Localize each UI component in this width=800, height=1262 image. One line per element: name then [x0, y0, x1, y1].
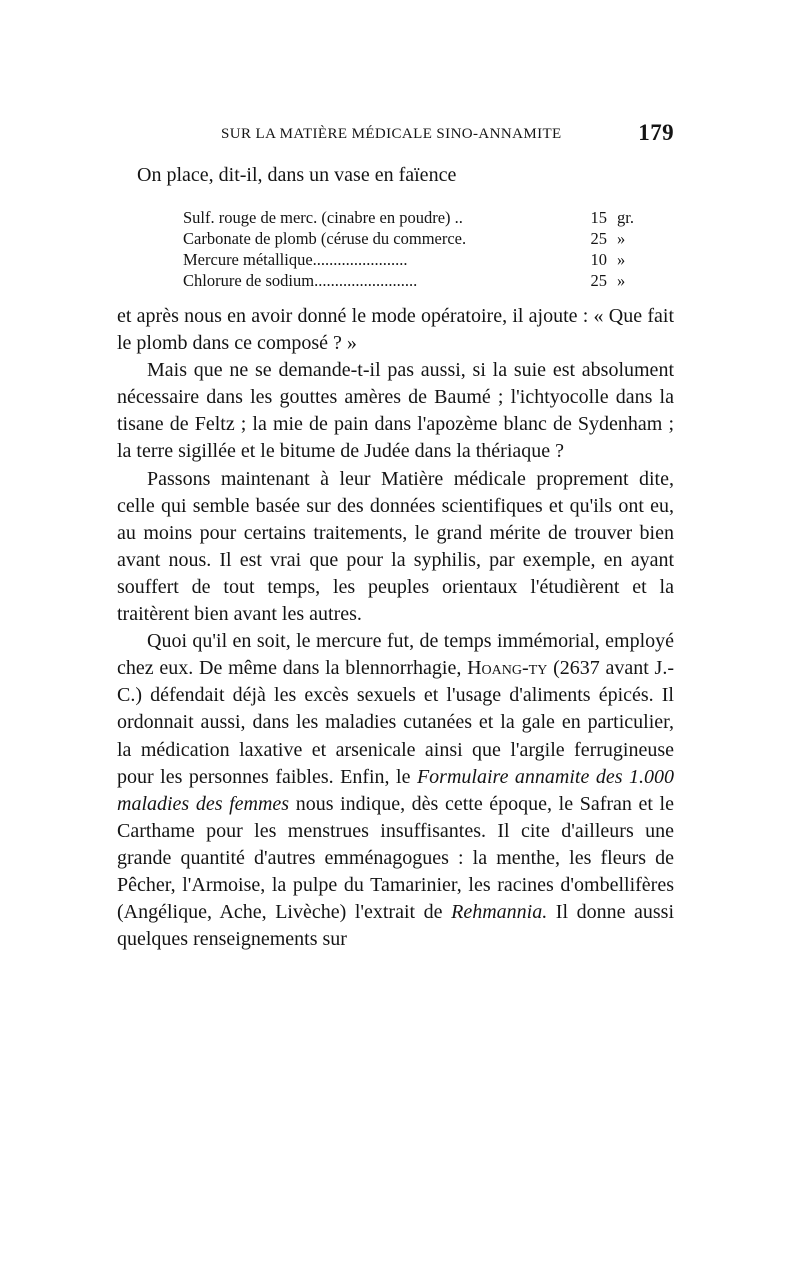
recipe-ingredient: Sulf. rouge de merc. (cinabre en poudre) ..	[183, 208, 463, 227]
recipe-ingredient: Mercure métallique.......................	[183, 250, 408, 269]
recipe-row	[183, 207, 645, 228]
recipe-amount: 25	[590, 271, 607, 290]
recipe-amount: 25	[590, 229, 607, 248]
paragraph-text: nous indique, dès cette époque, le Safran et le Carthame pour les menstrues insuffisantes. Il cite d'ailleurs une grande quantité d'autres emménagogues : la menthe, les fleurs de Pêcher, l'Armoise, la pulpe du Tamarinier, les racines d'ombellifères (Angélique, Ache, Livèche) l'extrait de	[117, 792, 674, 924]
paragraph-text: Quoi qu'il en soit, le mercure fut, de temps immémorial, employé chez eux. De même dans la blennorrhagie,	[117, 630, 674, 680]
recipe-unit: »	[617, 229, 626, 248]
recipe-row	[183, 249, 645, 270]
recipe-table	[183, 207, 645, 291]
recipe-row	[183, 228, 645, 249]
author-name: Hoang-ty	[467, 657, 548, 680]
paragraph	[117, 628, 674, 953]
recipe-unit: »	[617, 271, 626, 290]
paragraph: Passons maintenant à leur Matière médicale proprement dite, celle qui semble basée sur des données scientifiques et qu'ils ont eu, au moins pour certains traitements, le grand mérite de trouver bien avant nous. Il est vrai que pour la syphilis, par exemple, en ayant souffert de tout temps, les peuples orientaux l'étudièrent et la traitèrent bien avant les autres.	[117, 467, 674, 626]
running-header	[117, 118, 674, 148]
recipe-amount: 15	[590, 208, 607, 227]
recipe-unit: »	[617, 250, 626, 269]
book-title: Formulaire annamite des 1.000 maladies des femmes	[117, 765, 674, 815]
recipe-amount: 10	[590, 250, 607, 269]
recipe-ingredient: Chlorure de sodium.........................	[183, 271, 418, 290]
book-page	[117, 118, 674, 953]
running-title: SUR LA MATIÈRE MÉDICALE SINO-ANNAMITE	[221, 126, 562, 142]
paragraph-text: (2637 avant J.-C.) défendait déjà les excès sexuels et l'usage d'aliments épicés. Il ordonnait aussi, dans les maladies cutanées et la gale en particulier, la médication laxative et arsenicale ainsi que l'argile ferrugineuse pour les personnes faibles. Enfin, le	[117, 657, 674, 788]
paragraph: et après nous en avoir donné le mode opératoire, il ajoute : « Que fait le plomb dans ce composé ? »	[117, 305, 674, 355]
intro-line: On place, dit-il, dans un vase en faïence	[137, 164, 457, 186]
body-text	[117, 303, 674, 953]
paragraph-text: Il donne aussi quelques renseignements sur	[117, 901, 675, 951]
recipe-row	[183, 270, 645, 291]
page-number: 179	[638, 120, 674, 145]
recipe-ingredient: Carbonate de plomb (céruse du commerce.	[183, 229, 467, 248]
plant-name: Rehmannia.	[451, 901, 548, 924]
recipe-unit: gr.	[617, 208, 634, 227]
paragraph: Mais que ne se demande-t-il pas aussi, si la suie est absolument nécessaire dans les gouttes amères de Baumé ; l'ichtyocolle dans la tisane de Feltz ; la mie de pain dans l'apozème blanc de Sydenham ; la terre sigillée et le bitume de Judée dans la thériaque ?	[117, 359, 674, 463]
